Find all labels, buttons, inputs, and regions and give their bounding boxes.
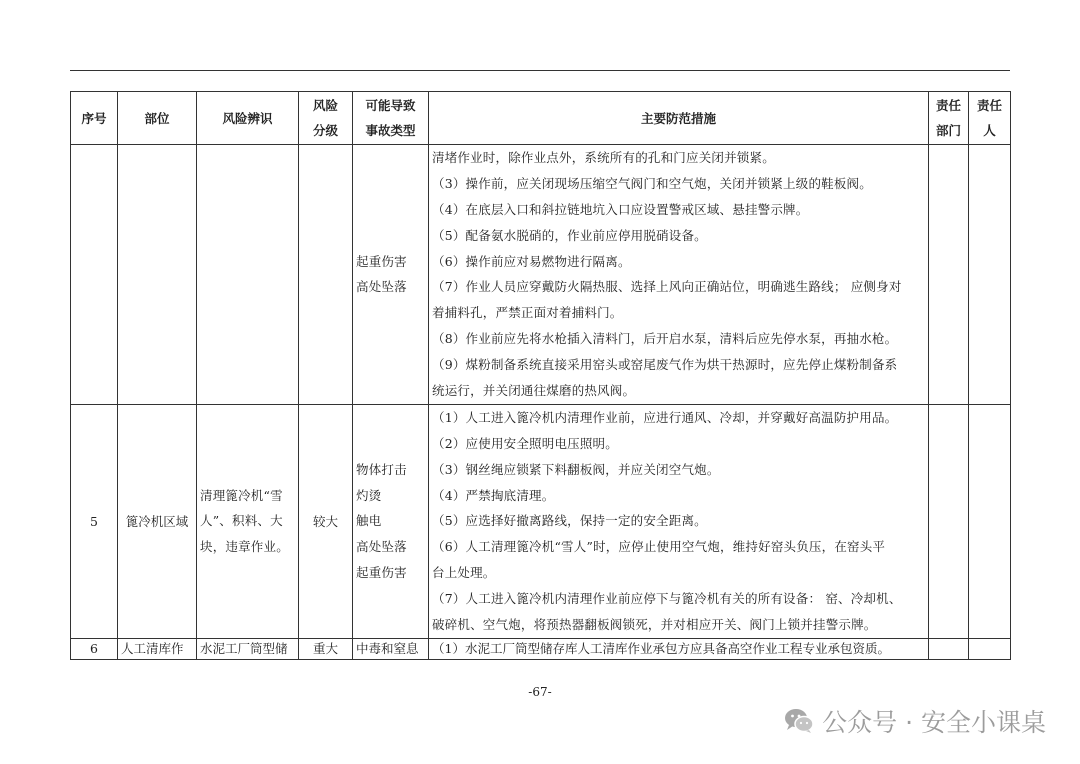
measure-line: 台上处理。 xyxy=(432,565,496,581)
accident-item: 物体打击 xyxy=(356,461,407,477)
header-person-line1: 责任 xyxy=(976,98,1002,113)
cell-person xyxy=(969,404,1011,638)
wechat-icon xyxy=(784,708,814,734)
header-responsible-person xyxy=(969,92,1011,145)
page-number: -67- xyxy=(528,685,552,699)
cell-accidents xyxy=(353,404,429,638)
accident-item: 高处坠落 xyxy=(356,539,407,555)
cell-location xyxy=(118,145,197,405)
cell-index: 6 xyxy=(71,638,118,659)
header-dept-line2: 部门 xyxy=(935,123,961,138)
cell-measures xyxy=(429,145,929,405)
accident-item: 触电 xyxy=(356,513,382,529)
measure-line: （9）煤粉制备系统直接采用窑头或窑尾废气作为烘干热源时，应先停止煤粉制备系 xyxy=(432,357,898,373)
cell-person xyxy=(969,145,1011,405)
header-location: 部位 xyxy=(118,92,197,145)
risk-line: 块，违章作业。 xyxy=(200,539,289,555)
header-index: 序号 xyxy=(71,92,118,145)
header-accident-type-line2: 事故类型 xyxy=(365,123,416,138)
measure-line: （2）应使用安全照明电压照明。 xyxy=(432,435,618,451)
header-person-line2: 人 xyxy=(983,123,996,138)
header-accident-type-line1: 可能导致 xyxy=(365,98,416,113)
measure-line: （8）作业前应先将水枪插入清料门，后开启水泵，清料后应先停水泵，再抽水枪。 xyxy=(432,331,898,347)
cell-measures xyxy=(429,404,929,638)
top-rule xyxy=(70,70,1010,71)
cell-risk xyxy=(197,145,299,405)
risk-line: 清理篦冷机“雪 xyxy=(200,487,283,503)
measure-line: （4）严禁掏底清理。 xyxy=(432,487,555,503)
accident-item: 高处坠落 xyxy=(356,279,407,295)
measure-line: （5）应选择好撤离路线，保持一定的安全距离。 xyxy=(432,513,707,529)
watermark-text: 公众号 · 安全小课桌 xyxy=(822,708,1046,737)
cell-level: 重大 xyxy=(299,638,353,659)
measure-line: （3）操作前，应关闭现场压缩空气阀门和空气炮，关闭并锁紧上级的鞋板阀。 xyxy=(432,175,872,191)
table-row xyxy=(71,638,1011,659)
measure-line: （1）人工进入篦冷机内清理作业前，应进行通风、冷却，并穿戴好高温防护用品。 xyxy=(432,409,898,425)
table-row xyxy=(71,404,1011,638)
header-risk-identification: 风险辨识 xyxy=(197,92,299,145)
risk-line: 人”、积料、大 xyxy=(200,513,283,529)
cell-dept xyxy=(929,145,969,405)
cell-person xyxy=(969,638,1011,659)
cell-index xyxy=(71,145,118,405)
cell-risk xyxy=(197,404,299,638)
header-accident-type xyxy=(353,92,429,145)
table-header-row xyxy=(71,92,1011,145)
cell-measures: （1）水泥工厂筒型储存库人工清库作业承包方应具备高空作业工程专业承包资质。 xyxy=(429,638,929,659)
measure-line: （6）人工清理篦冷机“雪人”时，应停止使用空气炮，维持好窑头负压，在窑头平 xyxy=(432,539,886,555)
measure-line: （4）在底层入口和斜拉链地坑入口应设置警戒区域、悬挂警示牌。 xyxy=(432,201,809,217)
accident-item: 起重伤害 xyxy=(356,253,407,269)
accident-item: 灼烫 xyxy=(356,487,382,503)
cell-level: 较大 xyxy=(299,404,353,638)
cell-dept xyxy=(929,404,969,638)
cell-index: 5 xyxy=(71,404,118,638)
measure-line: 着捕料孔，严禁正面对着捕料门。 xyxy=(432,305,623,321)
header-measures: 主要防范措施 xyxy=(429,92,929,145)
watermark xyxy=(784,703,1046,739)
cell-dept xyxy=(929,638,969,659)
measure-line: （6）操作前应对易燃物进行隔离。 xyxy=(432,253,631,269)
header-risk-level-line2: 分级 xyxy=(312,123,338,138)
cell-level xyxy=(299,145,353,405)
header-risk-level xyxy=(299,92,353,145)
measure-line: 统运行，并关闭通往煤磨的热风阀。 xyxy=(432,383,636,399)
measure-line: 清堵作业时，除作业点外，系统所有的孔和门应关闭并锁紧。 xyxy=(432,150,775,165)
accident-item: 起重伤害 xyxy=(356,565,407,581)
cell-risk: 水泥工厂筒型储 xyxy=(197,638,299,659)
measure-line: （5）配备氨水脱硝的，作业前应停用脱硝设备。 xyxy=(432,227,707,243)
header-risk-level-line1: 风险 xyxy=(312,98,338,113)
measure-line: （7）作业人员应穿戴防火隔热服、选择上风向正确站位，明确逃生路线； 应侧身对 xyxy=(432,279,902,295)
header-dept-line1: 责任 xyxy=(935,98,961,113)
table-row xyxy=(71,145,1011,405)
cell-accidents xyxy=(353,145,429,405)
cell-location: 篦冷机区域 xyxy=(118,404,197,638)
measure-line: （7）人工进入篦冷机内清理作业前应停下与篦冷机有关的所有设备： 窑、冷却机、 xyxy=(432,591,902,607)
measure-line: （3）钢丝绳应锁紧下料翻板阀，并应关闭空气炮。 xyxy=(432,461,720,477)
header-responsible-dept xyxy=(929,92,969,145)
cell-location: 人工清库作 xyxy=(118,638,197,659)
risk-table xyxy=(70,91,1011,660)
cell-accidents: 中毒和窒息 xyxy=(353,638,429,659)
measure-line: 破碎机、空气炮，将预热器翻板阀锁死，并对相应开关、阀门上锁并挂警示牌。 xyxy=(432,617,877,633)
